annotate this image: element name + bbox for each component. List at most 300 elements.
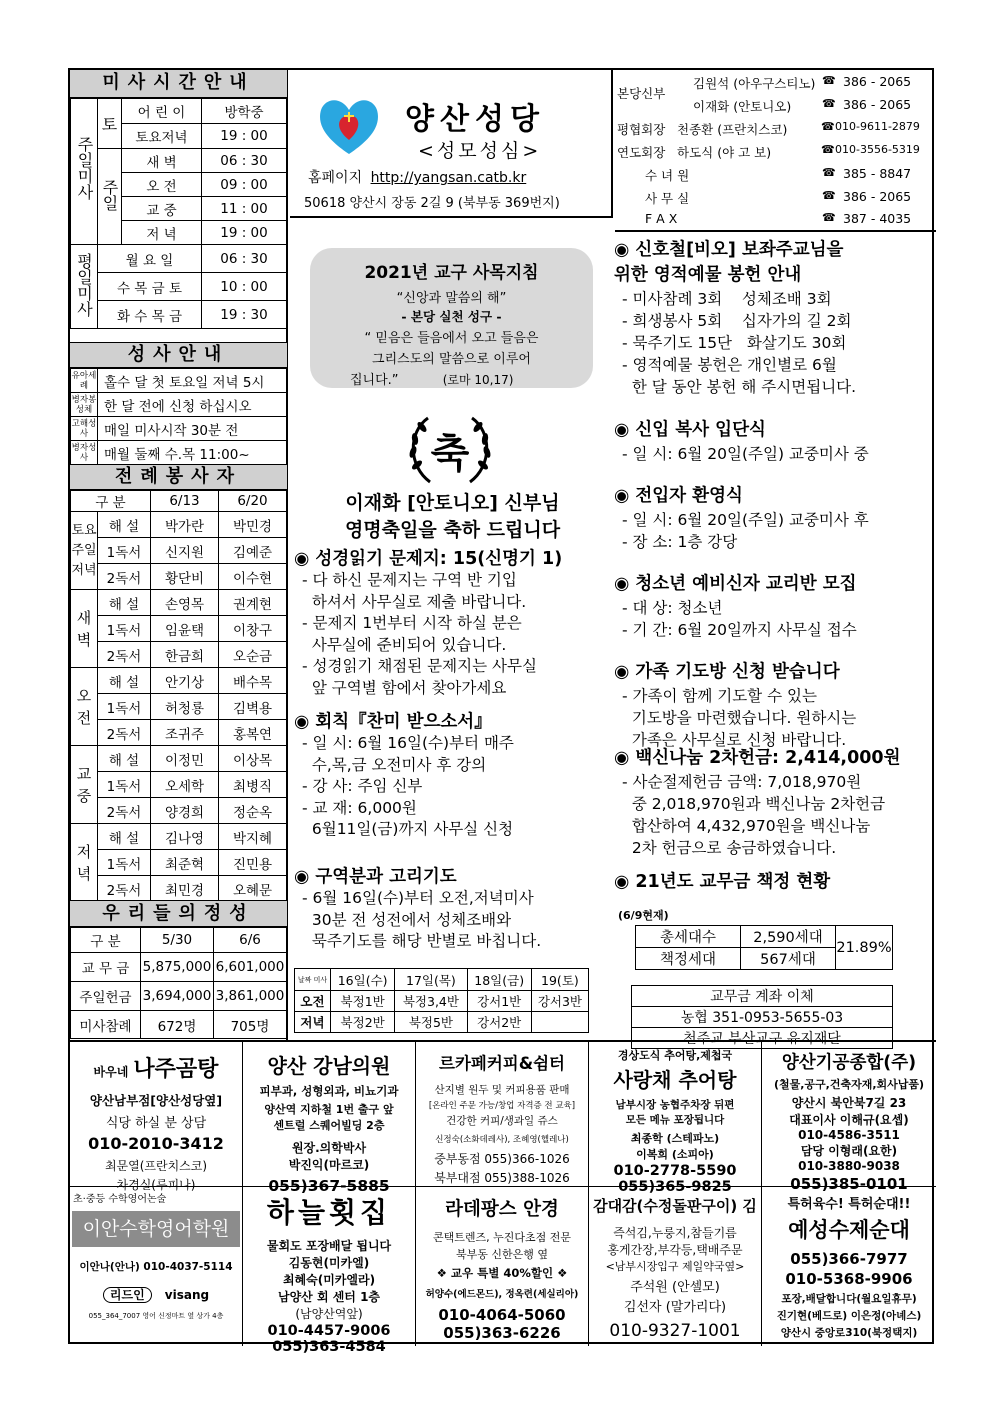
notice-item: 가족은 사무실로 신청 바랍니다. <box>622 731 847 749</box>
guideline-line: 그리스도의 말씀으로 이루어 <box>372 352 531 367</box>
servers-name: 김나영 <box>151 824 219 850</box>
ad-line: 양산시 중앙로310(북정택지) <box>780 1327 918 1339</box>
notice-title-text: 21년도 교무금 책정 현황 <box>635 872 831 892</box>
ad-line: 010-3880-9038 <box>798 1159 900 1173</box>
notice-item: - 영적예물 봉헌은 개인별로 6월 <box>622 356 837 374</box>
notice-item: 6월11일(금)까지 사무실 신청 <box>302 820 514 838</box>
ad-line: (남양산역앞) <box>295 1307 363 1321</box>
ad-pre: 특허육수! 특허순대!! <box>787 1197 911 1212</box>
ad-line: 허양수(에드몬드), 정옥련(세실리아) <box>425 1289 579 1300</box>
church-logo <box>315 92 383 160</box>
contact-phone: 385 - 8847 <box>843 166 912 181</box>
prayer-head: 18일(금) <box>467 969 531 991</box>
ad-brands <box>70 1284 242 1303</box>
sacrament-text: 한 달 전에 신청 하십시오 <box>98 393 287 417</box>
mass-name: 저 녁 <box>122 221 202 245</box>
ad-line: 신정숙(소화데레사), 조혜영(헬레나) <box>435 1135 569 1145</box>
notice-title-text: 백신나눔 2차헌금: 2,414,000원 <box>635 748 901 768</box>
mass-time: 방학중 <box>202 99 287 124</box>
phone-icon: ☎ <box>821 143 835 156</box>
servers-name: 양경희 <box>151 798 219 824</box>
celebration-emblem <box>400 410 500 490</box>
contact-name: 김원석 (아우구스티노) <box>693 76 816 91</box>
ad-phone: 010-5368-9906 <box>785 1270 913 1288</box>
prayer-cell <box>531 1012 588 1033</box>
guideline-title: 2021년 교구 사목지침 <box>364 263 539 283</box>
notice-item: 하셔서 사무실로 제출 바랍니다. <box>302 592 527 611</box>
guideline-line: “ 믿음은 들음에서 오고 들음은 <box>364 331 539 346</box>
prayer-cell: 북정5반 <box>395 1012 467 1033</box>
ad-phone: 010-2778-5590 <box>613 1163 737 1179</box>
offerings-cell: 3,694,000 <box>141 982 214 1011</box>
servers-role: 해 설 <box>98 668 151 694</box>
heart-logo-icon <box>315 92 383 160</box>
sacraments-table <box>70 368 287 465</box>
ad-name: 라데팡스 안경 <box>445 1199 559 1220</box>
notice-title-text: 구역분과 고리기도 <box>315 867 457 887</box>
ad-line: 최종학 (스테파노) <box>630 1132 720 1145</box>
dues-note: (6/9현재) <box>618 909 669 922</box>
notice-title <box>614 238 934 288</box>
servers-name: 안기상 <box>151 668 219 694</box>
offerings-cell: 주일헌금 <box>71 982 141 1011</box>
target-bullet-icon: ◉ <box>294 867 316 887</box>
ad-name: 나주곰탕 <box>133 1057 219 1082</box>
target-bullet-icon: ◉ <box>614 486 636 506</box>
servers-name: 신지원 <box>151 538 219 564</box>
ad-line: 박진익(마르코) <box>288 1158 370 1172</box>
notice-item: - 강 사: 주임 신부 <box>302 777 423 795</box>
dues-cell: 2,590세대 <box>741 926 836 948</box>
notice-section <box>614 746 934 859</box>
notice-section <box>614 572 934 641</box>
servers-group-label: 교중 <box>71 746 98 824</box>
notice-section <box>294 711 612 841</box>
notice-section <box>614 870 934 895</box>
church-address: 50618 양산시 장동 2길 9 (북부동 369번지) <box>304 196 560 211</box>
contact-row <box>615 189 936 209</box>
servers-role: 2독서 <box>98 798 151 824</box>
notice-item: 합산하여 4,432,970원을 백신나눔 <box>622 817 871 835</box>
guideline-line <box>310 369 593 388</box>
servers-heading: 전례봉사자 <box>70 464 287 490</box>
target-bullet-icon: ◉ <box>614 748 636 768</box>
notice-title-text: 성경읽기 문제지: 15(신명기 1) <box>315 549 563 569</box>
dues-cell: 책정세대 <box>636 948 741 970</box>
ad-line: 대표이사 이해규(요셉) <box>789 1113 909 1127</box>
target-bullet-icon: ◉ <box>614 240 636 260</box>
ad-line: 원장.의학박사 <box>291 1141 367 1155</box>
ad-line: 북부대점 055)388-1026 <box>434 1171 570 1185</box>
phone-icon: ☎ <box>822 74 836 87</box>
notice-section <box>614 238 934 398</box>
ad-haneul-hoetjip <box>243 1187 416 1355</box>
ad-yesung-sundae <box>762 1187 936 1346</box>
servers-role: 해 설 <box>98 512 151 538</box>
servers-name: 김예준 <box>219 538 287 564</box>
contact-row <box>615 74 936 101</box>
left-column <box>70 70 288 1040</box>
contact-phone: 386 - 2065 <box>843 97 912 112</box>
offerings-cell: 705명 <box>214 1011 287 1039</box>
guideline-reference: (로마 10,17) <box>442 373 514 387</box>
ad-pre: 초·중등 수학영어논술 <box>73 1194 167 1205</box>
target-bullet-icon: ◉ <box>614 574 636 594</box>
notice-item: - 문제지 1번부터 시작 하실 분은 <box>302 614 522 632</box>
notice-title-text: 신호철[비오] 보좌주교님을 위한 영적예물 봉헌 안내 <box>614 240 844 285</box>
phone-icon: ☎ <box>821 120 835 133</box>
ad-yangsan-gigong <box>762 1042 936 1193</box>
servers-name: 최병직 <box>219 772 287 798</box>
ad-line: 최혜숙(미카엘라) <box>282 1273 376 1287</box>
sacrament-label: 병자봉성체 <box>71 394 97 415</box>
contact-name: 이재화 (안토니오) <box>693 99 792 114</box>
ad-ian-academy <box>70 1187 243 1346</box>
servers-name: 이정민 <box>151 746 219 772</box>
servers-name: 홍복연 <box>219 720 287 746</box>
ad-line: 진기현(베드로) 이은정(아녜스) <box>776 1310 922 1322</box>
dues-cell: 총세대수 <box>636 926 741 948</box>
ad-line <box>416 1265 588 1281</box>
ad-gamdaegam-gim <box>589 1187 762 1346</box>
servers-name: 조귀주 <box>151 720 219 746</box>
prayer-cell: 강서1반 <box>467 991 531 1012</box>
ad-line: 건강한 커피/생과일 쥬스 <box>446 1115 558 1127</box>
ad-line: [온라인 주문 가능/창업 자격증 전 교육] <box>428 1101 576 1111</box>
ad-name: 사랑채 추어탕 <box>613 1068 737 1092</box>
ad-title-line <box>70 1052 242 1083</box>
ad-ladefense-optical <box>416 1187 589 1346</box>
notice-section <box>294 548 612 699</box>
notice-item: 사무실에 준비되어 있습니다. <box>302 635 507 654</box>
celebration-text <box>295 490 610 544</box>
contacts-block <box>615 70 936 232</box>
mass-time: 19 : 00 <box>202 124 287 149</box>
ad-pre: 경상도식 추어탕,제첩국 <box>617 1049 733 1062</box>
phone-icon: ☎ <box>822 211 836 224</box>
ad-line: 콘택트렌즈, 누진다초점 전문 <box>432 1231 571 1244</box>
servers-name: 권계현 <box>219 590 287 616</box>
servers-name: 이상목 <box>219 746 287 772</box>
bank-title: 교무금 계좌 이체 <box>632 986 893 1007</box>
servers-role: 1독서 <box>98 850 151 876</box>
notice-title-text: 회칙『찬미 받으소서』 <box>315 712 492 732</box>
ad-line: 모든 메뉴 포장됩니다 <box>625 1114 725 1126</box>
contact-phone: 387 - 4035 <box>843 211 912 226</box>
ad-phone: 010-4457-9006 <box>267 1323 391 1339</box>
notice-item: - 성경읽기 채점된 문제지는 사무실 <box>302 657 537 675</box>
servers-role: 2독서 <box>98 564 151 590</box>
phone-icon: ☎ <box>822 166 836 179</box>
servers-name: 오순금 <box>219 642 287 668</box>
ad-name: 예성수제순대 <box>788 1218 910 1242</box>
dues-percent: 21.89% <box>836 926 893 970</box>
contact-name: 사 무 실 <box>645 191 690 206</box>
notice-item: 2차 헌금으로 송금하였습니다. <box>622 839 837 857</box>
servers-role: 1독서 <box>98 538 151 564</box>
notice-title <box>614 572 934 597</box>
servers-name: 이창구 <box>219 616 287 642</box>
bulletin-page <box>68 68 934 1355</box>
contact-role: 평협회장 <box>617 122 666 137</box>
servers-name: 임윤택 <box>151 616 219 642</box>
ad-line: 센트럴 스퀘어빌딩 2층 <box>273 1119 385 1132</box>
bank-account: 농협 351-0953-5655-03 <box>632 1007 893 1028</box>
notice-item: - 교 재: 6,000원 <box>302 798 417 817</box>
servers-name: 박민경 <box>219 512 287 538</box>
ad-line: 주석원 (안셀모) <box>630 1280 720 1295</box>
notice-item: - 가족이 함께 기도할 수 있는 <box>622 687 817 705</box>
notice-item: 수,목,금 오전미사 후 강의 <box>302 755 487 774</box>
ad-sarangchae <box>589 1042 762 1195</box>
notice-title-text: 전입자 환영식 <box>635 486 743 506</box>
ad-phone: 010-9327-1001 <box>609 1321 741 1341</box>
phone-icon: ☎ <box>822 97 836 110</box>
notice-section <box>294 866 612 953</box>
ad-phone: 010-4064-5060 <box>438 1306 566 1324</box>
ad-line: 이복희 (소피아) <box>636 1148 714 1161</box>
servers-role: 1독서 <box>98 694 151 720</box>
servers-group-label: 오전 <box>71 668 98 746</box>
notice-item: - 장 소: 1층 강당 <box>622 533 738 551</box>
homepage-line <box>308 167 526 187</box>
offerings-cell: 미사참례 <box>71 1011 141 1039</box>
notice-item: - 미사참례 3회 성체조배 3회 <box>622 290 832 308</box>
contact-phone: 010-9611-2879 <box>835 120 920 133</box>
servers-name: 최민경 <box>151 876 219 902</box>
servers-name: 김벽용 <box>219 694 287 720</box>
servers-group-label: 토요주일저녁 <box>71 512 98 590</box>
servers-name: 손영목 <box>151 590 219 616</box>
offerings-head-cell: 6/6 <box>214 928 287 953</box>
servers-name: 이수현 <box>219 564 287 590</box>
offerings-cell: 3,861,000 <box>214 982 287 1011</box>
target-bullet-icon: ◉ <box>614 420 636 440</box>
servers-role: 2독서 <box>98 876 151 902</box>
prayer-cell: 북정2반 <box>331 1012 395 1033</box>
servers-name: 황단비 <box>151 564 219 590</box>
notice-title <box>614 870 934 895</box>
servers-role: 해 설 <box>98 824 151 850</box>
notice-item: 기도방을 마련했습니다. 원하시는 <box>622 709 857 727</box>
prayer-corner: 날짜 미사 <box>295 969 331 991</box>
contact-name: 수 녀 원 <box>645 168 690 183</box>
sacrament-text: 매일 미사시작 30분 전 <box>98 417 287 441</box>
homepage-label: 홈페이지 <box>308 170 363 186</box>
ad-line: 북부동 신한은행 옆 <box>455 1248 548 1261</box>
ad-line: 최문열(프란치스코) <box>104 1159 208 1173</box>
ad-line: <남부시장입구 제일약국옆> <box>605 1260 745 1273</box>
mass-name: 월 요 일 <box>98 245 202 273</box>
ad-line: (철물,공구,건축자재,회사납품) <box>773 1078 925 1091</box>
servers-name: 오혜문 <box>219 876 287 902</box>
notice-item: 묵주기도를 해당 반별로 바칩니다. <box>302 932 542 950</box>
target-bullet-icon: ◉ <box>294 549 316 569</box>
ad-line: 즉석김,누룽지,참들기름 <box>613 1226 737 1240</box>
offerings-heading: 우리들의정성 <box>70 900 287 927</box>
ad-phone: 055)365-9825 <box>618 1179 732 1195</box>
church-subtitle: <성모성심> <box>418 140 542 162</box>
servers-name: 배수목 <box>219 668 287 694</box>
notice-title-text: 청소년 예비신자 교리반 모집 <box>635 574 857 594</box>
church-name: 양산성당 <box>405 102 545 137</box>
notice-title-text: 신입 복사 입단식 <box>635 420 766 440</box>
ad-line: 담당 이형래(요한) <box>800 1144 898 1158</box>
servers-group-label: 새벽 <box>71 590 98 668</box>
guideline-box <box>310 248 593 388</box>
mass-name: 교 중 <box>122 197 202 221</box>
mass-time: 06 : 30 <box>202 245 287 273</box>
notice-title <box>614 746 934 771</box>
ad-star-icon: ❖ <box>553 1266 568 1280</box>
mass-time: 09 : 00 <box>202 173 287 197</box>
weekday-mass-label: 평일미사 <box>71 245 98 329</box>
servers-name: 박지혜 <box>219 824 287 850</box>
prayer-head: 19(토) <box>531 969 588 991</box>
header-block <box>290 70 613 218</box>
contact-row <box>615 143 936 163</box>
ad-phone: 010-2010-3412 <box>88 1134 224 1153</box>
offerings-table <box>70 927 287 1039</box>
bank-holder: 천주교 부산교구 유지재단 <box>632 1028 893 1049</box>
offerings-cell: 672명 <box>141 1011 214 1039</box>
ad-line: 피부과, 성형외과, 비뇨기과 <box>259 1084 399 1098</box>
saturday-label: 토 <box>98 99 122 149</box>
prayer-cell: 북정3,4반 <box>395 991 467 1012</box>
ad-gangnam-clinic <box>243 1042 416 1195</box>
servers-head-cell: 구 분 <box>71 491 151 512</box>
ad-star-icon: ❖ <box>436 1266 451 1280</box>
ad-discount: 교우 특별 40%할인 <box>450 1266 554 1280</box>
prayer-head: 17일(목) <box>395 969 467 991</box>
prayer-cell: 강서3반 <box>531 991 588 1012</box>
ad-pre: 바우네 <box>93 1065 129 1079</box>
prayer-cell: 저녁 <box>295 1012 331 1033</box>
mass-name: 화 수 목 금 <box>98 301 202 329</box>
sacrament-text: 매월 둘째 수.목 11:00~ <box>98 441 287 465</box>
notice-section <box>614 660 934 751</box>
notice-item: - 일 시: 6월 20일(주일) 교중미사 중 <box>622 445 869 463</box>
sunday-mass-label: 주일미사 <box>71 99 98 245</box>
celebration-line: 이재화 [안토니오] 신부님 <box>345 492 560 514</box>
ad-line: 김동현(미카엘) <box>288 1256 370 1270</box>
homepage-link[interactable]: http://yangsan.catb.kr <box>370 170 527 186</box>
ad-line: 차경실(루피나) <box>116 1178 196 1192</box>
servers-role: 해 설 <box>98 746 151 772</box>
ad-line: 양산시 북안북7길 23 <box>791 1096 907 1110</box>
ad-line: 중부동점 055)366-1026 <box>434 1152 570 1166</box>
notice-item: 한 달 동안 봉헌 해 주시면됩니다. <box>622 378 857 396</box>
mass-name: 새 벽 <box>122 149 202 173</box>
contact-name: 천종환 (프란치스코) <box>677 122 788 137</box>
servers-role: 1독서 <box>98 772 151 798</box>
notice-title <box>614 660 934 685</box>
contact-row <box>615 211 936 231</box>
notice-title <box>614 418 934 443</box>
notice-section <box>614 418 934 465</box>
servers-role: 2독서 <box>98 642 151 668</box>
guideline-quote-end: 집니다.” <box>350 373 399 388</box>
dues-table <box>635 925 893 970</box>
ad-name: 양산 강남의원 <box>267 1054 391 1078</box>
ad-le-cafe <box>416 1042 589 1187</box>
mass-name: 오 전 <box>122 173 202 197</box>
ad-line: 산지별 원두 및 커피용품 판매 <box>434 1084 570 1096</box>
ad-phone: 055)363-4584 <box>272 1339 386 1355</box>
mass-times-heading: 미사시간안내 <box>70 70 287 98</box>
contact-row <box>615 166 936 186</box>
ad-line: 양산남부점[양산성당옆] <box>89 1093 223 1108</box>
servers-table <box>70 490 287 902</box>
ad-name: 이안수학영어학원 <box>72 1211 240 1247</box>
ad-phone: 055)367-5885 <box>268 1177 390 1195</box>
servers-name: 오세학 <box>151 772 219 798</box>
ad-line: 포장,배달합니다(월요일휴무) <box>781 1293 917 1305</box>
sunday-label: 주일 <box>98 149 122 245</box>
servers-name: 박가란 <box>151 512 219 538</box>
prayer-cell: 강서2반 <box>467 1012 531 1033</box>
contact-name: 하도식 (야 고 보) <box>677 145 772 160</box>
ad-line: 이안나(안나) 010-4037-5114 <box>79 1261 233 1273</box>
ad-naju-gomtang <box>70 1042 243 1192</box>
notice-item: 30분 전 성전에서 성체조배와 <box>302 910 512 929</box>
contact-row <box>615 97 936 117</box>
offerings-cell: 5,875,000 <box>141 953 214 982</box>
notice-title-text: 가족 기도방 신청 받습니다 <box>635 662 840 682</box>
notice-title <box>294 548 612 570</box>
servers-head-cell: 6/20 <box>219 491 287 512</box>
notice-item: - 6월 16일(수)부터 오전,저녁미사 <box>302 889 534 907</box>
notice-item: - 희생봉사 5회 십자가의 길 2회 <box>622 312 852 330</box>
servers-role: 1독서 <box>98 616 151 642</box>
celebration-line: 영명축일을 축하 드립니다 <box>344 519 561 541</box>
ad-brand-visang: visang <box>164 1288 210 1302</box>
mass-time: 06 : 30 <box>202 149 287 173</box>
servers-name: 허청룡 <box>151 694 219 720</box>
contact-role: 연도회장 <box>617 145 666 160</box>
notice-item: - 대 상: 청소년 <box>622 599 723 617</box>
servers-group-label: 저녁 <box>71 824 98 902</box>
ad-phone: 055)385-0101 <box>790 1175 908 1193</box>
mass-time: 19 : 30 <box>202 301 287 329</box>
servers-name: 진민용 <box>219 850 287 876</box>
target-bullet-icon: ◉ <box>614 662 636 682</box>
sacraments-heading: 성사안내 <box>70 342 287 368</box>
notice-item: - 기 간: 6월 20일까지 사무실 접수 <box>622 621 857 639</box>
mass-times-table <box>70 98 287 329</box>
prayer-cell: 오전 <box>295 991 331 1012</box>
notice-section <box>614 484 934 553</box>
ad-line: 055_364_7007 영어 신정마트 옆 상가 4층 <box>88 1312 224 1320</box>
notice-title <box>294 866 612 888</box>
offerings-cell: 6,601,000 <box>214 953 287 982</box>
sacrament-label: 유아세례 <box>71 370 97 391</box>
ad-phone: 055)366-7977 <box>790 1250 908 1268</box>
ad-line: 김선자 (말가리다) <box>623 1300 727 1315</box>
mass-time: 19 : 00 <box>202 221 287 245</box>
ad-line: 남부시장 농협주차장 뒤편 <box>615 1099 735 1111</box>
notice-item: - 사순절제헌금 금액: 7,018,970원 <box>622 773 862 791</box>
dues-cell: 567세대 <box>741 948 836 970</box>
notice-item: - 일 시: 6월 20일(주일) 교중미사 후 <box>622 511 869 529</box>
servers-name: 한금희 <box>151 642 219 668</box>
servers-role: 해 설 <box>98 590 151 616</box>
notice-item: - 다 하신 문제지는 구역 반 기입 <box>302 571 517 589</box>
servers-name: 최준혁 <box>151 850 219 876</box>
sacrament-label: 병자성사 <box>71 442 97 463</box>
mass-name: 토요저녁 <box>122 124 202 149</box>
offerings-cell: 교 무 금 <box>71 953 141 982</box>
